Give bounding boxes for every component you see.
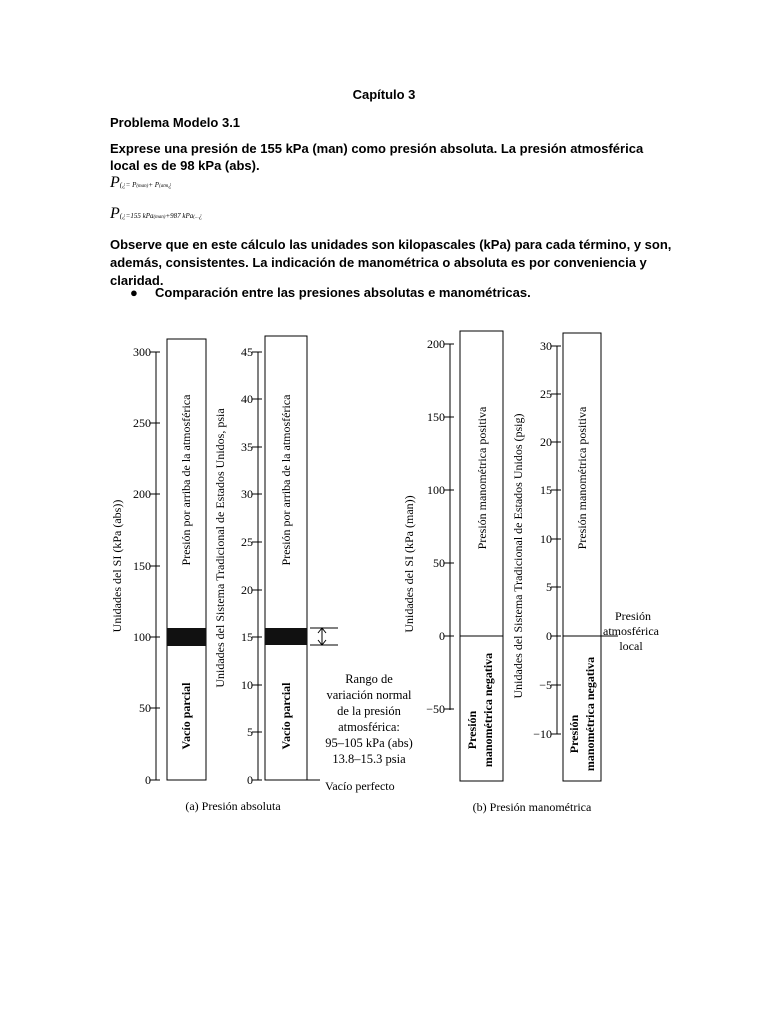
eq2-t1-sub: (man) [153, 215, 166, 220]
panel-a-si-tick: 200 [133, 487, 151, 501]
atm-label-line: local [619, 639, 643, 653]
panel-b-si-tick: −50 [426, 702, 445, 716]
range-note-line: 95–105 kPa (abs) [325, 736, 413, 750]
panel-a-us-atm-band [265, 628, 307, 645]
panel-a-us-tick: 20 [241, 583, 253, 597]
panel-b-us-tick: 10 [540, 532, 552, 546]
panel-a-us-tick: 40 [241, 392, 253, 406]
eq1-eq: = P [125, 181, 137, 189]
range-note-line: atmosférica: [338, 720, 400, 734]
atm-label-line: atmosférica [603, 624, 659, 638]
panel-a-si-vacuum-label: Vacío parcial [179, 682, 193, 750]
eq2-rhs: =155 kPa [125, 212, 154, 220]
panel-a-us-tick: 30 [241, 487, 253, 501]
eq1-t1-sub: (man) [136, 184, 149, 189]
panel-b-us-tick: 30 [540, 339, 552, 353]
panel-a-us-tick: 25 [241, 535, 253, 549]
panel-a-us-axis-label: Unidades del Sistema Tradicional de Estados Unidos, psia [213, 408, 227, 688]
panel-b-us-positive-label: Presión manométrica positiva [575, 406, 589, 550]
eq1-tail: ¿ [168, 181, 172, 189]
panel-a-si-tick: 150 [133, 559, 151, 573]
perfect-vacuum-label: Vacío perfecto [325, 779, 395, 793]
range-note-line: 13.8–15.3 psia [332, 752, 406, 766]
panel-b-us-axis-label: Unidades del Sistema Tradicional de Estados Unidos (psig) [511, 413, 525, 699]
panel-b-si-axis-label: Unidades del SI (kPa (man)) [402, 495, 416, 633]
eq2-tail: ¿ [198, 212, 203, 220]
panel-b-si-tick: 150 [427, 410, 445, 424]
panel-b-us-tick: 20 [540, 435, 552, 449]
panel-a-us-tick: 35 [241, 440, 253, 454]
range-note-line: variación normal [326, 688, 412, 702]
panel-a-si-atm-band [167, 628, 206, 646]
eq1-lhs-sub: (¿ [119, 181, 126, 189]
panel-b-si-tick: 200 [427, 337, 445, 351]
page-heading: Capítulo 3 [352, 87, 416, 102]
panel-a-caption: (a) Presión absoluta [185, 799, 281, 813]
range-note-line: de la presión [337, 704, 401, 718]
bullet-text: Comparación entre las presiones absolutas e manométricas. [155, 285, 531, 300]
eq2-lhs: P [110, 205, 120, 222]
panel-a-us-tick: 45 [241, 345, 253, 359]
panel-b-us-tick: 15 [540, 483, 552, 497]
panel-a-si-axis-label: Unidades del SI (kPa (abs)) [110, 499, 124, 633]
eq2-t2-sub: (... [193, 215, 199, 220]
atm-label-line: Presión [615, 609, 651, 623]
panel-a-si-tick: 0 [145, 773, 151, 787]
panel-a-us-tick: 15 [241, 630, 253, 644]
panel-b-gauge [402, 331, 660, 814]
panel-b-us-negative-label-1: Presión [567, 714, 581, 754]
panel-b-si-tick: 50 [433, 556, 445, 570]
panel-a-si-tick: 100 [133, 630, 151, 644]
panel-b-si-negative-label-1: Presión [465, 710, 479, 750]
panel-b-us-tick: 5 [546, 580, 552, 594]
eq1-plus: + P [148, 181, 160, 189]
panel-b-caption: (b) Presión manométrica [472, 800, 592, 814]
eq1-t2-sub: (atm [159, 184, 169, 189]
bullet-icon: ● [130, 285, 138, 300]
panel-b-us-tick: −5 [539, 678, 552, 692]
panel-a-si-tick: 250 [133, 416, 151, 430]
panel-a-us-tick: 5 [247, 725, 253, 739]
panel-b-si-tick: 0 [439, 629, 445, 643]
eq2-plus: +987 kPa [165, 212, 194, 220]
panel-a-us-vacuum-label: Vacío parcial [279, 682, 293, 750]
panel-a-absolute [110, 336, 413, 813]
problem-statement: Exprese una presión de 155 kPa (man) como presión absoluta. La presión atmosférica local es de 98 kPa (abs). [110, 141, 644, 173]
eq1-lhs: P [110, 174, 120, 191]
panel-a-us-above-label: Presión por arriba de la atmosférica [279, 394, 293, 566]
panel-a-si-tick: 50 [139, 701, 151, 715]
note-paragraph: Observe que en este cálculo las unidades son kilopascales (kPa) para cada término, y son, además, consistentes. La indicación de manométrica o absoluta es por conveniencia y claridad. [110, 237, 672, 288]
eq2-lhs-sub: (¿ [119, 212, 126, 220]
atm-range-bracket [310, 628, 338, 645]
panel-b-si-positive-label: Presión manométrica positiva [475, 406, 489, 550]
panel-a-si-tick: 300 [133, 345, 151, 359]
panel-b-us-tick: 0 [546, 629, 552, 643]
panel-a-si-above-label: Presión por arriba de la atmosférica [179, 394, 193, 566]
panel-b-us-tick: 25 [540, 387, 552, 401]
range-note-line: Rango de [345, 672, 393, 686]
panel-b-us-negative-label-2: manométrica negativa [583, 656, 597, 772]
problem-title: Problema Modelo 3.1 [110, 115, 241, 130]
panel-a-us-tick: 10 [241, 678, 253, 692]
panel-b-si-negative-label-2: manométrica negativa [481, 652, 495, 768]
panel-b-si-tick: 100 [427, 483, 445, 497]
panel-a-us-tick: 0 [247, 773, 253, 787]
panel-b-us-tick: −10 [533, 727, 552, 741]
